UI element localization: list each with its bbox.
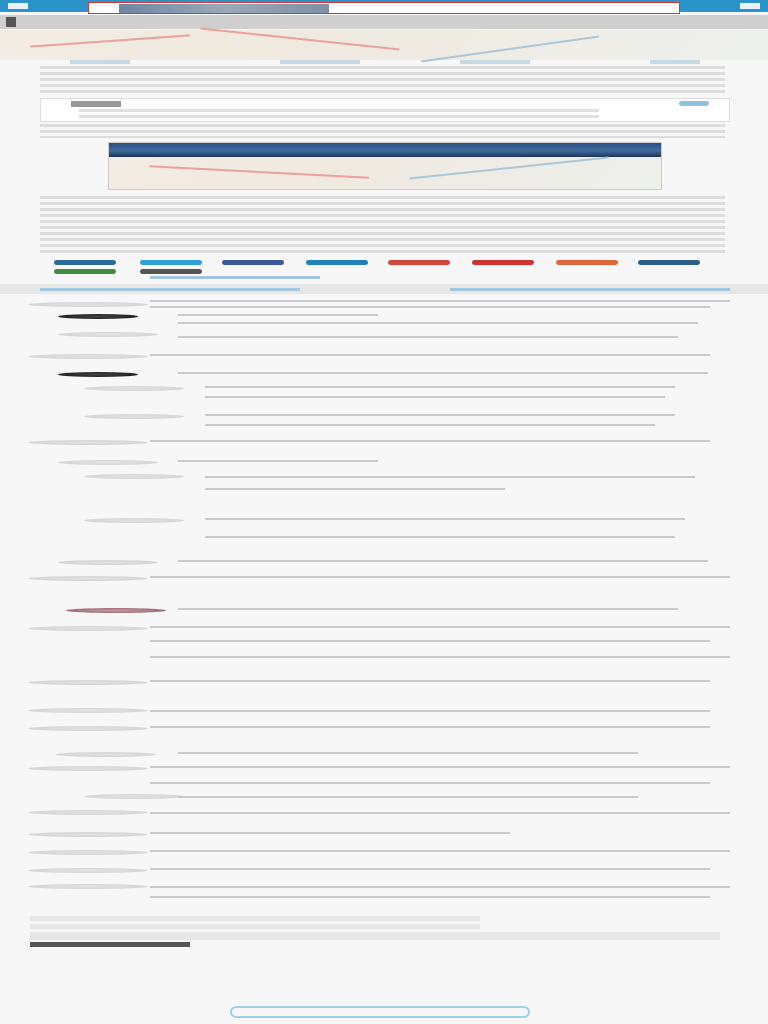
- comment-avatar: [84, 794, 184, 799]
- comment-text: [150, 832, 510, 834]
- print-button[interactable]: [54, 269, 116, 274]
- comment-text: [150, 850, 730, 852]
- home-icon[interactable]: [6, 17, 16, 27]
- comment-text: [205, 424, 655, 426]
- hero-map-image: [0, 30, 768, 60]
- comment-text: [150, 812, 730, 814]
- comment-thread: [0, 296, 768, 908]
- article-meta-row: [40, 60, 710, 64]
- comment-text: [205, 518, 685, 520]
- comment-avatar: [84, 474, 184, 479]
- comment-avatar: [58, 460, 158, 465]
- facebook-share-button[interactable]: [54, 260, 116, 265]
- comment-avatar: [84, 386, 184, 391]
- linkedin-share-button[interactable]: [222, 260, 284, 265]
- comment-avatar: [28, 868, 148, 873]
- comment-text: [178, 314, 378, 316]
- nav-bar: [0, 15, 768, 29]
- reply-form: [30, 910, 730, 950]
- comment-avatar: [66, 608, 166, 613]
- comment-text: [205, 396, 665, 398]
- tumblr-share-button[interactable]: [638, 260, 700, 265]
- comment-avatar: [28, 850, 148, 855]
- comment-avatar: [58, 560, 158, 565]
- subscribe-comments-link[interactable]: [450, 288, 730, 291]
- twitter-share-button[interactable]: [140, 260, 202, 265]
- comment-text: [150, 710, 710, 712]
- post-date: [70, 60, 130, 64]
- comment-text: [150, 626, 730, 628]
- comment-avatar: [28, 680, 148, 685]
- comment-text: [150, 726, 710, 728]
- comment-text: [178, 752, 638, 754]
- comment-avatar: [84, 414, 184, 419]
- search-icon[interactable]: [740, 3, 760, 9]
- skyline-image: [109, 143, 661, 157]
- comments-count-link[interactable]: [40, 288, 300, 291]
- comment-avatar: [28, 354, 148, 359]
- comment-text: [150, 868, 710, 870]
- comment-text: [205, 488, 505, 490]
- comment-text: [150, 354, 710, 356]
- post-tags[interactable]: [150, 276, 320, 279]
- comment-avatar: [28, 810, 148, 815]
- footer-button[interactable]: [230, 1006, 530, 1018]
- comment-avatar: [28, 576, 148, 581]
- comment-text: [178, 560, 708, 562]
- comment-avatar: [28, 766, 148, 771]
- submit-comment-button[interactable]: [30, 942, 190, 947]
- article-figure: [108, 142, 662, 190]
- comment-text: [178, 796, 638, 798]
- comment-text: [150, 640, 710, 642]
- route-map-image: [109, 157, 661, 189]
- comment-text: [178, 460, 378, 462]
- article-paragraph: [40, 66, 725, 96]
- comment-avatar: [58, 332, 158, 337]
- related-post-thumbnail: [71, 101, 121, 107]
- comment-text: [150, 576, 730, 578]
- comment-text: [150, 440, 710, 442]
- comment-text: [150, 680, 710, 682]
- back-to-top-link[interactable]: [300, 1018, 460, 1022]
- related-post-badge: [679, 101, 709, 106]
- reddit-share-button[interactable]: [472, 260, 534, 265]
- comment-text: [150, 782, 710, 784]
- comment-text: [150, 886, 730, 888]
- comment-avatar: [84, 518, 184, 523]
- comment-text: [150, 300, 730, 302]
- comments-header-bar: [0, 284, 768, 294]
- banner-image: [119, 4, 329, 13]
- comment-text: [178, 336, 678, 338]
- post-comments-count[interactable]: [650, 60, 700, 64]
- comment-text: [150, 306, 710, 308]
- comment-text: [205, 386, 675, 388]
- comment-text: [178, 372, 708, 374]
- article-paragraph: [40, 196, 725, 254]
- comment-avatar: [28, 726, 148, 731]
- comment-avatar: [58, 314, 138, 319]
- comment-textarea[interactable]: [30, 932, 720, 940]
- post-author[interactable]: [280, 60, 360, 64]
- comment-avatar: [28, 302, 148, 307]
- comment-avatar: [58, 372, 138, 377]
- comment-avatar: [56, 752, 156, 757]
- comment-avatar: [28, 626, 148, 631]
- comment-avatar: [28, 440, 148, 445]
- post-category[interactable]: [460, 60, 530, 64]
- comment-text: [205, 414, 675, 416]
- related-post-card[interactable]: [40, 98, 730, 122]
- comment-text: [150, 656, 730, 658]
- email-share-button[interactable]: [388, 260, 450, 265]
- email-field[interactable]: [30, 924, 480, 929]
- comment-text: [150, 766, 730, 768]
- name-field[interactable]: [30, 916, 480, 921]
- header-banner-ad[interactable]: [88, 2, 680, 14]
- more-share-button[interactable]: [140, 269, 202, 274]
- stumbleupon-share-button[interactable]: [556, 260, 618, 265]
- comment-text: [178, 322, 698, 324]
- comment-text: [205, 536, 675, 538]
- comment-text: [178, 608, 678, 610]
- comment-avatar: [28, 884, 148, 889]
- article-paragraph: [40, 124, 725, 138]
- comment-text: [150, 896, 710, 898]
- menu-icon[interactable]: [8, 3, 28, 9]
- comment-avatar: [28, 832, 148, 837]
- comment-text: [205, 476, 695, 478]
- comment-avatar: [28, 708, 148, 713]
- related-post-text: [79, 109, 599, 119]
- digg-share-button[interactable]: [306, 260, 368, 265]
- share-buttons: [54, 260, 709, 274]
